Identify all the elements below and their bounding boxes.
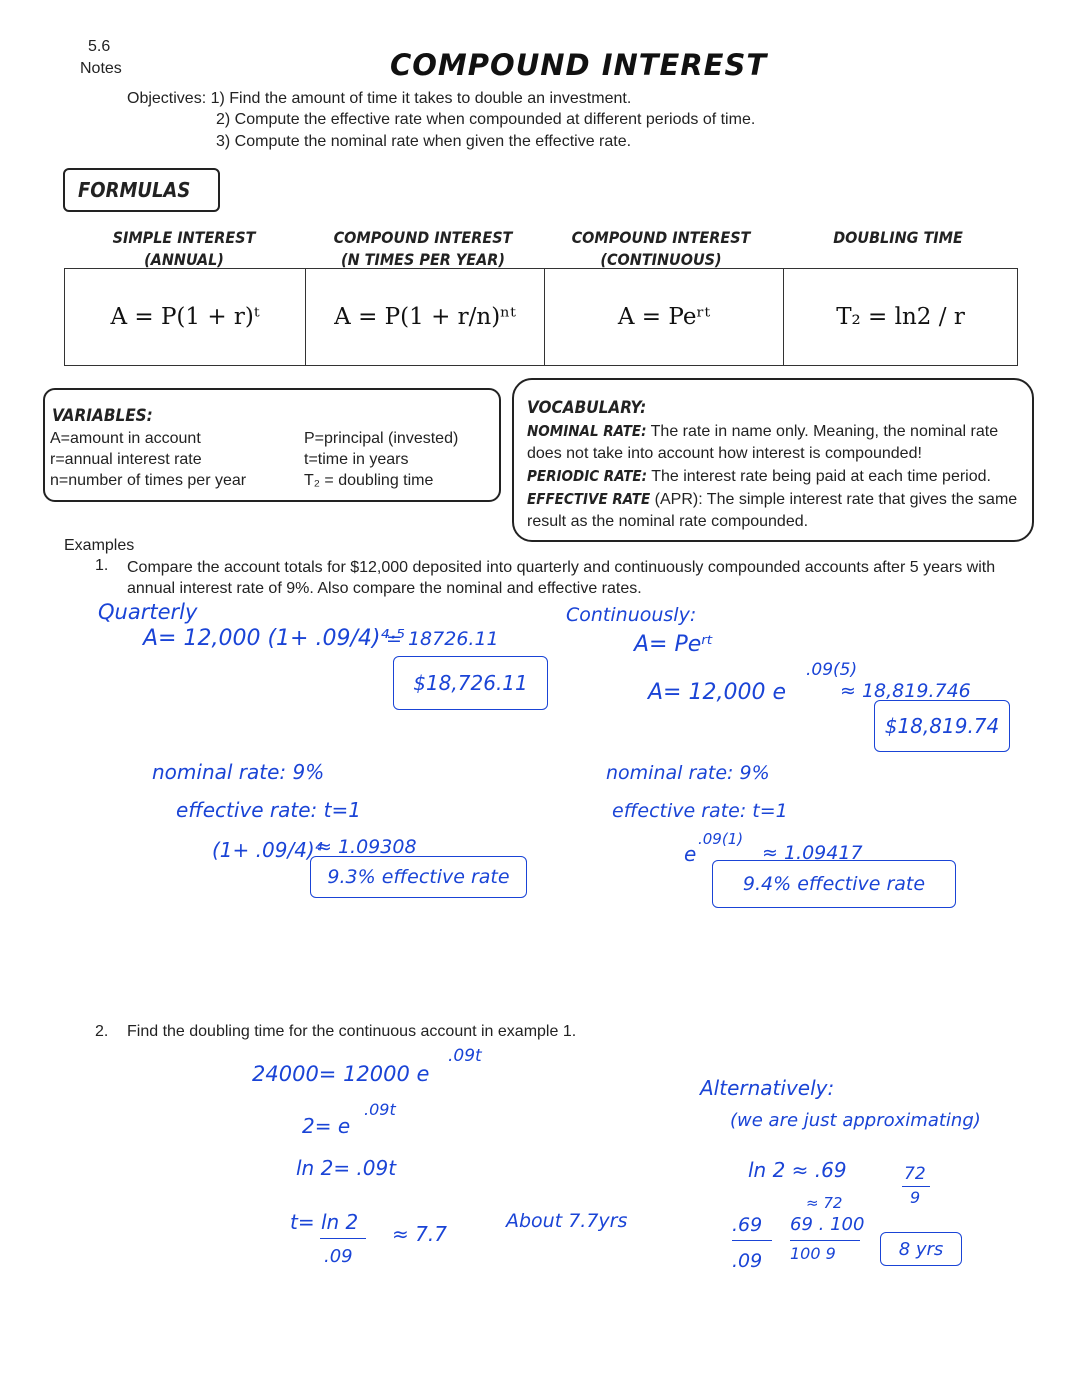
doubling-time-formula: T₂ = ln2 / r [836, 304, 965, 330]
notes-label: Notes [80, 60, 122, 77]
hw-fraction-bar [320, 1238, 366, 1239]
formulas-label: FORMULAS [78, 178, 191, 202]
hw-d-line1: 24000= 12000 e [252, 1062, 430, 1086]
hw-quarterly-result: = 18726.11 [386, 628, 499, 650]
hw-q-nominal: nominal rate: 9% [152, 760, 325, 784]
hw-c-nominal: nominal rate: 9% [606, 762, 770, 784]
hw-continuous-exponent: .09(5) [806, 660, 858, 680]
hw-d-line4c: ≈ 7.7 [392, 1222, 447, 1246]
hw-alt-9: 9 [910, 1188, 921, 1207]
hw-alt-ab-bar [732, 1240, 772, 1241]
examples-label: Examples [64, 537, 135, 554]
hw-alt-72: 72 [904, 1164, 926, 1184]
hw-continuous-formula-2: A= 12,000 e [648, 680, 786, 705]
hw-continuous-boxed: $18,819.74 [874, 700, 1010, 752]
page-title: COMPOUND INTEREST [390, 48, 768, 82]
hw-continuous-label: Continuously: [566, 604, 697, 626]
formula-cell-continuous [545, 269, 784, 365]
hw-alt-c: 69 . 100 [790, 1214, 865, 1235]
vocabulary-heading: VOCABULARY: [527, 398, 647, 418]
objectives-label: Objectives: [127, 90, 207, 107]
hw-d-line3: ln 2= .09t [296, 1156, 397, 1180]
hw-continuous-result: ≈ 18,819.746 [840, 680, 971, 702]
hw-q-eff-boxed: 9.3% effective rate [310, 856, 527, 898]
hw-d-about: About 7.7yrs [506, 1210, 628, 1232]
example-2-number: 2. [95, 1023, 109, 1040]
hw-d-line2: 2= e [302, 1114, 351, 1138]
hw-c-eff-boxed: 9.4% effective rate [712, 860, 956, 908]
example-1-number: 1. [95, 557, 109, 574]
hw-d-line4b: .09 [324, 1246, 353, 1267]
vocab-effective: EFFECTIVE RATE (APR): The simple interest rate that gives the same result as the nominal rate compounded. [527, 490, 1018, 530]
hw-alt-line1: ln 2 ≈ .69 [748, 1158, 847, 1182]
hw-alt-approx72: ≈ 72 [806, 1194, 843, 1212]
variables-right: P=principal (invested) t=time in years T₂ = doubling time [304, 430, 459, 489]
hw-c-eff-base: e [684, 842, 697, 866]
objectives [127, 90, 631, 108]
compound-interest-formula: A = P(1 + r/n)ⁿᵗ [334, 304, 516, 330]
formula-cell-doubling [784, 269, 1017, 365]
formula-cell-compound [306, 269, 545, 365]
formula-cell-simple [65, 269, 306, 365]
formula-heading-doubling: DOUBLING TIME [833, 228, 963, 247]
hw-d-line4a: t= ln 2 [290, 1210, 359, 1234]
hw-alt-note: (we are just approximating) [730, 1110, 981, 1131]
simple-interest-formula: A = P(1 + r)ᵗ [110, 304, 260, 330]
hw-d-line2-exp: .09t [364, 1100, 396, 1119]
vocab-periodic: PERIODIC RATE: The interest rate being paid at each time period. [527, 467, 991, 485]
hw-quarterly-boxed: $18,726.11 [393, 656, 548, 710]
hw-c-effective: effective rate: t=1 [612, 800, 788, 822]
hw-q-eff-calc: (1+ .09/4)⁴ [212, 838, 323, 862]
hw-continuous-formula-1: A= Peʳᵗ [634, 632, 714, 657]
hw-alt-title: Alternatively: [700, 1076, 835, 1100]
hw-alt-cd-bar [790, 1240, 860, 1241]
hw-c-eff-val: ≈ 1.09417 [762, 842, 863, 864]
formula-heading-simple: SIMPLE INTEREST (ANNUAL) [112, 228, 256, 269]
hw-quarterly-formula: A= 12,000 (1+ .09/4)⁴·⁵ [143, 626, 406, 651]
formula-heading-continuous: COMPOUND INTEREST (CONTINUOUS) [571, 228, 751, 269]
objective-3: 3) Compute the nominal rate when given the effective rate. [216, 133, 632, 150]
vocabulary-terms [527, 420, 1027, 533]
objective-2: 2) Compute the effective rate when compounded at different periods of time. [216, 111, 756, 128]
formula-heading-compound: COMPOUND INTEREST (N TIMES PER YEAR) [333, 228, 513, 269]
hw-q-effective: effective rate: t=1 [176, 798, 361, 822]
formula-table [64, 268, 1018, 366]
hw-d-line1-exp: .09t [448, 1046, 482, 1066]
hw-q-eff-val: ≈ 1.09308 [316, 836, 417, 858]
variables-heading: VARIABLES: [52, 406, 153, 426]
example-2-text: Find the doubling time for the continuous account in example 1. [127, 1023, 577, 1040]
variables-left: A=amount in account r=annual interest rate n=number of times per year [50, 430, 247, 489]
hw-alt-boxed: 8 yrs [880, 1232, 962, 1266]
section-number: 5.6 [88, 38, 111, 55]
hw-alt-a: .69 [732, 1214, 763, 1236]
hw-alt-d: 100 9 [790, 1244, 836, 1263]
hw-alt-b: .09 [732, 1250, 763, 1272]
objective-1: 1) Find the amount of time it takes to double an investment. [210, 90, 632, 107]
hw-c-eff-exp: .09(1) [698, 830, 744, 848]
hw-quarterly-label: Quarterly [98, 600, 198, 624]
vocab-nominal: NOMINAL RATE: The rate in name only. Meaning, the nominal rate does not take into account how interest is compounded! [527, 422, 999, 462]
hw-alt-72-bar [902, 1186, 930, 1187]
continuous-interest-formula: A = Peʳᵗ [617, 304, 711, 330]
example-1-text: Compare the account totals for $12,000 deposited into quarterly and continuously compounded accounts after 5 years with annual interest rate of 9%. Also compare the nominal and effective rates. [127, 559, 996, 597]
